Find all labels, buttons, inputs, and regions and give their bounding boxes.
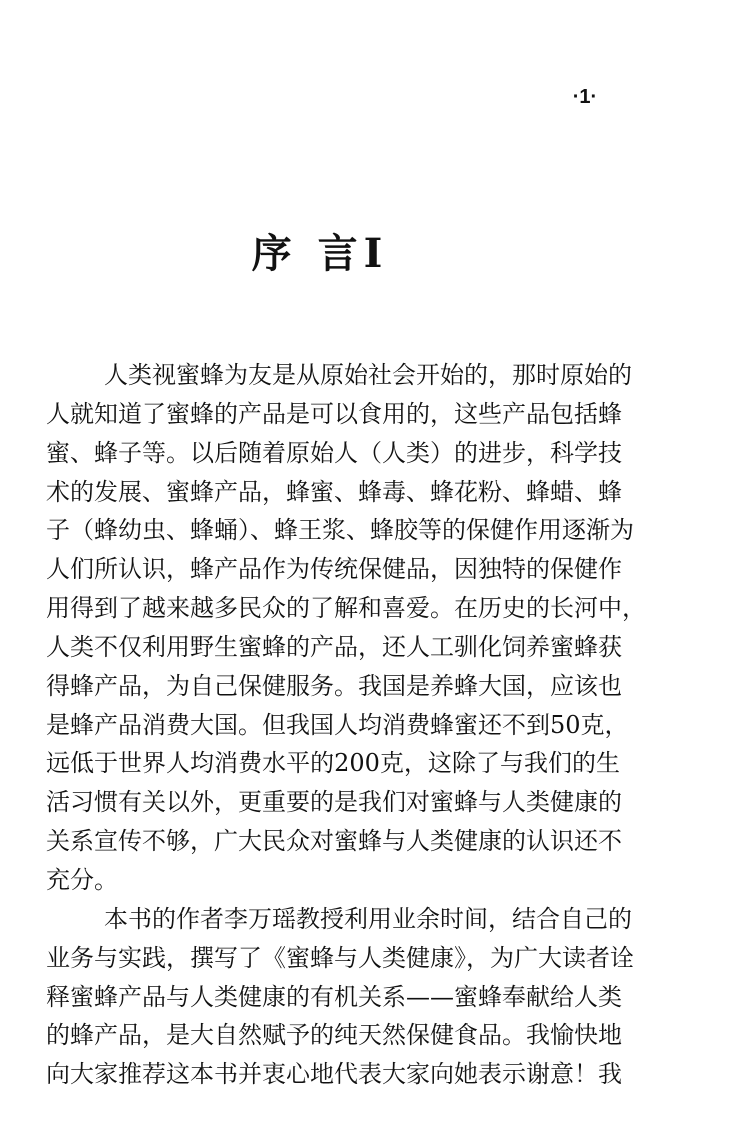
- text-line: 蜜、蜂子等。以后随着原始人（人类）的进步，科学技: [46, 438, 622, 467]
- text-line: 本书的作者李万瑶教授利用业余时间，结合自己的: [104, 904, 632, 933]
- paragraph: [46, 356, 646, 900]
- text-line: 是蜂产品消费大国。但我国人均消费蜂蜜还不到50克，: [46, 710, 629, 739]
- body-text: [46, 356, 646, 1094]
- page-number: ·1·: [572, 86, 598, 108]
- text-line: 得蜂产品，为自己保健服务。我国是养蜂大国，应该也: [46, 671, 622, 700]
- text-line: 的蜂产品，是大自然赋予的纯天然保健食品。我愉快地: [46, 1021, 622, 1050]
- text-line: 业务与实践，撰写了《蜜蜂与人类健康》，为广大读者诠: [46, 943, 634, 972]
- text-line: 用得到了越来越多民众的了解和喜爱。在历史的长河中，: [46, 594, 646, 623]
- text-line: 子（蜂幼虫、蜂蛹）、蜂王浆、蜂胶等的保健作用逐渐为: [46, 516, 634, 545]
- text-line: 关系宣传不够，广大民众对蜜蜂与人类健康的认识还不: [46, 827, 622, 856]
- text-line: 释蜜蜂产品与人类健康的有机关系——蜜蜂奉献给人类: [46, 982, 622, 1011]
- text-line: 人们所认识，蜂产品作为传统保健品，因独特的保健作: [46, 555, 622, 584]
- paragraph: [46, 900, 634, 1094]
- text-line: 向大家推荐这本书并衷心地代表大家向她表示谢意！我: [46, 1060, 622, 1089]
- text-line: 活习惯有关以外，更重要的是我们对蜜蜂与人类健康的: [46, 788, 622, 817]
- text-line: 人类不仅利用野生蜜蜂的产品，还人工驯化饲养蜜蜂获: [46, 632, 622, 661]
- text-line: 充分。: [46, 865, 118, 894]
- text-line: 人就知道了蜜蜂的产品是可以食用的，这些产品包括蜂: [46, 399, 622, 428]
- text-line: 远低于世界人均消费水平的200克，这除了与我们的生: [46, 749, 620, 778]
- text-line: 人类视蜜蜂为友是从原始社会开始的，那时原始的: [104, 361, 632, 389]
- text-line: 术的发展、蜜蜂产品，蜂蜜、蜂毒、蜂花粉、蜂蜡、蜂: [46, 477, 622, 506]
- page-title: 序 言I: [251, 230, 389, 277]
